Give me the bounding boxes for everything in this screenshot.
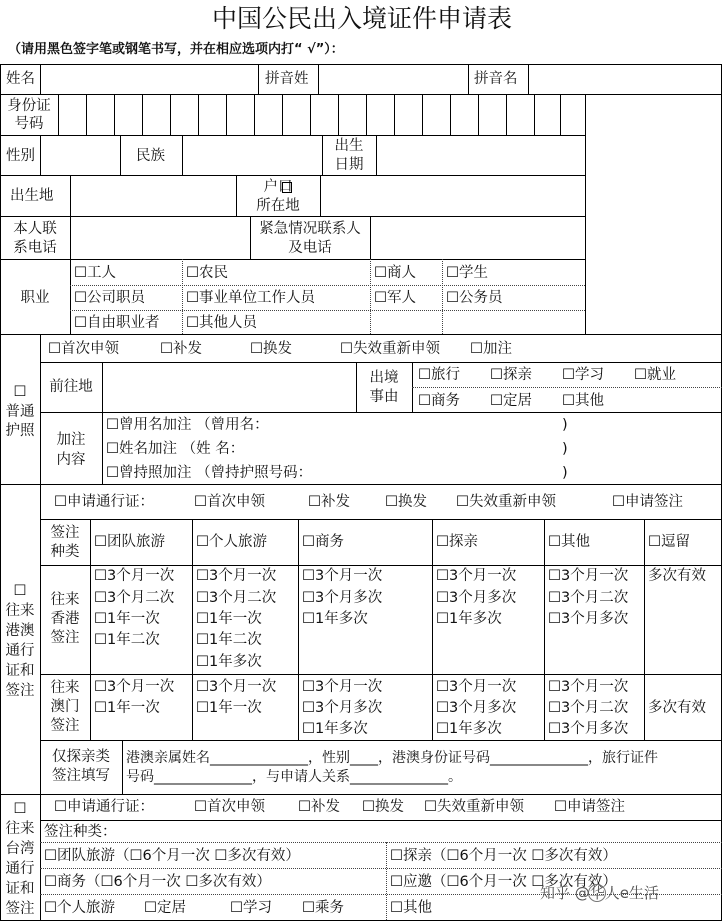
hk-option[interactable]: ☐3个月多次	[548, 611, 629, 627]
tw-crew[interactable]: ☐乘务	[302, 900, 344, 916]
hk-option[interactable]: ☐3个月一次	[436, 568, 517, 584]
macau-option[interactable]: ☐3个月一次	[302, 679, 383, 695]
hk-option[interactable]: ☐1年多次	[302, 611, 368, 627]
purpose-business[interactable]: ☐商务	[418, 393, 460, 409]
visa-kind-stay[interactable]: ☐逗留	[648, 534, 690, 550]
occupation-option-employee[interactable]: ☐公司职员	[74, 290, 145, 306]
hk-option[interactable]: ☐1年多次	[436, 611, 502, 627]
occupation-option-other[interactable]: ☐其他人员	[186, 315, 257, 331]
id-number-field[interactable]	[59, 95, 585, 135]
endorse-name[interactable]: ☐姓名加注 （姓 名：	[106, 441, 245, 457]
macau-option[interactable]: ☐3个月多次	[302, 700, 383, 716]
tw-apply-permit[interactable]: ☐申请通行证：	[54, 799, 154, 815]
ethnicity-label: 民族	[136, 148, 165, 164]
tw-group-tour[interactable]: ☐团队旅游（☐6个月一次 ☐多次有效）	[44, 848, 300, 864]
occupation-option-freelancer[interactable]: ☐自由职业者	[74, 315, 160, 331]
form-title: 中国公民出入境证件申请表	[211, 4, 512, 33]
hk-reissue[interactable]: ☐补发	[308, 494, 350, 510]
occupation-option-public-institution[interactable]: ☐事业单位工作人员	[186, 290, 315, 306]
purpose-visit-relatives[interactable]: ☐探亲	[490, 367, 532, 383]
tw-reapply-invalid[interactable]: ☐失效重新申领	[424, 799, 524, 815]
hk-multi-valid: 多次有效	[648, 568, 706, 584]
checkbox-icon	[282, 182, 292, 193]
passport-first-apply[interactable]: ☐首次申领	[48, 341, 119, 357]
pinyin-surname-field[interactable]	[319, 65, 467, 94]
visa-type-label-1: 签注	[50, 525, 80, 541]
phone-field[interactable]	[71, 217, 250, 259]
birthplace-field[interactable]	[71, 176, 236, 216]
endorse-close-3: )	[562, 465, 568, 481]
occupation-label: 职业	[20, 290, 50, 306]
macau-option[interactable]: ☐3个月二次	[548, 700, 629, 716]
ethnicity-field[interactable]	[183, 136, 322, 175]
emergency-label-1: 紧急情况联系人	[259, 221, 361, 237]
hk-option[interactable]: ☐1年二次	[94, 632, 160, 648]
watermark: 知乎 @华人e生活	[540, 884, 659, 902]
tw-reissue[interactable]: ☐补发	[298, 799, 340, 815]
tw-other[interactable]: ☐其他	[390, 900, 432, 916]
tw-business[interactable]: ☐商务（☐6个月一次 ☐多次有效）	[44, 874, 271, 890]
purpose-label-1: 出境	[369, 370, 399, 386]
hk-option[interactable]: ☐3个月多次	[436, 590, 517, 606]
destination-label: 前往地	[49, 379, 93, 395]
macau-option[interactable]: ☐1年多次	[302, 721, 368, 737]
tw-first-apply[interactable]: ☐首次申领	[194, 799, 265, 815]
endorse-former-passport[interactable]: ☐曾持照加注 （曾持护照号码：	[106, 465, 313, 481]
hk-option[interactable]: ☐3个月一次	[548, 568, 629, 584]
phone-label-2: 系电话	[13, 240, 57, 256]
occupation-option-student[interactable]: ☐学生	[446, 265, 488, 281]
passport-reapply-invalid[interactable]: ☐失效重新申领	[340, 341, 440, 357]
endorse-label-2: 内容	[56, 452, 86, 468]
macau-option[interactable]: ☐1年多次	[436, 721, 502, 737]
macau-multi-valid: 多次有效	[648, 700, 706, 716]
hukou-field[interactable]	[321, 176, 585, 216]
pinyin-given-field[interactable]	[529, 65, 721, 94]
tw-visa-kind-label: 签注种类：	[44, 824, 117, 840]
macau-option[interactable]: ☐1年一次	[196, 700, 262, 716]
passport-endorsement[interactable]: ☐加注	[470, 341, 512, 357]
visa-kind-other[interactable]: ☐其他	[548, 534, 590, 550]
occupation-option-worker[interactable]: ☐工人	[74, 265, 116, 281]
gender-label: 性别	[6, 148, 35, 164]
hukou-label-2: 所在地	[256, 198, 300, 214]
id-number-label-1: 身份证	[7, 98, 51, 114]
hk-option[interactable]: ☐3个月二次	[196, 590, 277, 606]
birth-date-label-2: 日期	[334, 157, 364, 173]
visa-kind-group-tour[interactable]: ☐团队旅游	[94, 534, 165, 550]
tw-visit-relatives[interactable]: ☐探亲（☐6个月一次 ☐多次有效）	[390, 848, 617, 864]
macau-option[interactable]: ☐3个月多次	[436, 700, 517, 716]
purpose-settle[interactable]: ☐定居	[490, 393, 532, 409]
hk-apply-visa[interactable]: ☐申请签注	[612, 494, 683, 510]
relative-info-line-1[interactable]: 港澳亲属姓名______________，性别____，港澳身份证号码______________，旅行证件	[126, 750, 658, 766]
purpose-label-2: 事由	[369, 389, 399, 405]
purpose-employment[interactable]: ☐就业	[634, 367, 676, 383]
phone-label-1: 本人联	[13, 221, 57, 237]
hk-option[interactable]: ☐1年一次	[94, 611, 160, 627]
hk-option[interactable]: ☐3个月多次	[302, 590, 383, 606]
occupation-option-military[interactable]: ☐军人	[374, 290, 416, 306]
hk-option[interactable]: ☐3个月一次	[302, 568, 383, 584]
hk-option[interactable]: ☐3个月二次	[548, 590, 629, 606]
form-instructions: （请用黑色签字笔或钢笔书写，并在相应选项内打“ √”）：	[8, 42, 344, 57]
macau-option[interactable]: ☐3个月一次	[436, 679, 517, 695]
hk-reapply-invalid[interactable]: ☐失效重新申领	[456, 494, 556, 510]
hk-renew[interactable]: ☐换发	[385, 494, 427, 510]
passport-reissue[interactable]: ☐补发	[160, 341, 202, 357]
macau-option[interactable]: ☐3个月一次	[196, 679, 277, 695]
id-number-label-2: 号码	[14, 116, 44, 132]
visa-kind-business[interactable]: ☐商务	[302, 534, 344, 550]
gender-field[interactable]	[41, 136, 120, 175]
relative-only-label-1: 仅探亲类	[52, 749, 110, 765]
visa-type-label-2: 种类	[50, 544, 80, 560]
birth-date-field[interactable]	[377, 136, 585, 175]
destination-field[interactable]	[103, 363, 356, 412]
purpose-other[interactable]: ☐其他	[562, 393, 604, 409]
hukou-label-1: 户口	[263, 179, 293, 195]
emergency-contact-field[interactable]	[371, 217, 585, 259]
emergency-label-2: 及电话	[288, 240, 332, 256]
relative-info-line-2[interactable]: 号码______________，与申请人关系______________。	[126, 769, 462, 785]
hk-option[interactable]: ☐1年多次	[196, 654, 262, 670]
pinyin-given-label: 拼音名	[474, 71, 518, 87]
tw-settle[interactable]: ☐定居	[144, 900, 186, 916]
macau-option[interactable]: ☐3个月多次	[548, 721, 629, 737]
birth-date-label-1: 出生	[334, 138, 364, 154]
name-label: 姓名	[6, 71, 35, 87]
hk-option[interactable]: ☐1年一次	[196, 611, 262, 627]
occupation-option-farmer[interactable]: ☐农民	[186, 265, 228, 281]
tw-renew[interactable]: ☐换发	[362, 799, 404, 815]
endorse-close-1: )	[562, 417, 568, 433]
hk-option[interactable]: ☐3个月一次	[196, 568, 277, 584]
birthplace-label: 出生地	[10, 188, 54, 204]
tw-apply-visa[interactable]: ☐申请签注	[554, 799, 625, 815]
tw-invited[interactable]: ☐应邀（☐6个月一次 ☐多次有效）	[390, 874, 617, 890]
occupation-option-merchant[interactable]: ☐商人	[374, 265, 416, 281]
endorse-close-2: )	[562, 441, 568, 457]
hk-apply-permit[interactable]: ☐申请通行证：	[54, 494, 154, 510]
hk-option[interactable]: ☐1年二次	[196, 632, 262, 648]
macau-option[interactable]: ☐3个月一次	[94, 679, 175, 695]
endorse-former-name[interactable]: ☐曾用名加注 （曾用名：	[106, 417, 269, 433]
tw-individual-tour[interactable]: ☐个人旅游	[44, 900, 115, 916]
visa-kind-individual-tour[interactable]: ☐个人旅游	[196, 534, 267, 550]
hk-option[interactable]: ☐3个月一次	[94, 568, 175, 584]
macau-option[interactable]: ☐3个月一次	[548, 679, 629, 695]
purpose-study[interactable]: ☐学习	[562, 367, 604, 383]
visa-kind-visit-relatives[interactable]: ☐探亲	[436, 534, 478, 550]
hk-option[interactable]: ☐3个月二次	[94, 590, 175, 606]
purpose-travel[interactable]: ☐旅行	[418, 367, 460, 383]
macau-option[interactable]: ☐1年一次	[94, 700, 160, 716]
endorse-label-1: 加注	[56, 432, 86, 448]
name-field[interactable]	[41, 65, 257, 94]
relative-only-label-2: 签注填写	[52, 768, 110, 784]
pinyin-surname-label: 拼音姓	[265, 71, 309, 87]
tw-study[interactable]: ☐学习	[230, 900, 272, 916]
occupation-option-civil-servant[interactable]: ☐公务员	[446, 290, 503, 306]
passport-renew[interactable]: ☐换发	[250, 341, 292, 357]
hk-first-apply[interactable]: ☐首次申领	[194, 494, 265, 510]
